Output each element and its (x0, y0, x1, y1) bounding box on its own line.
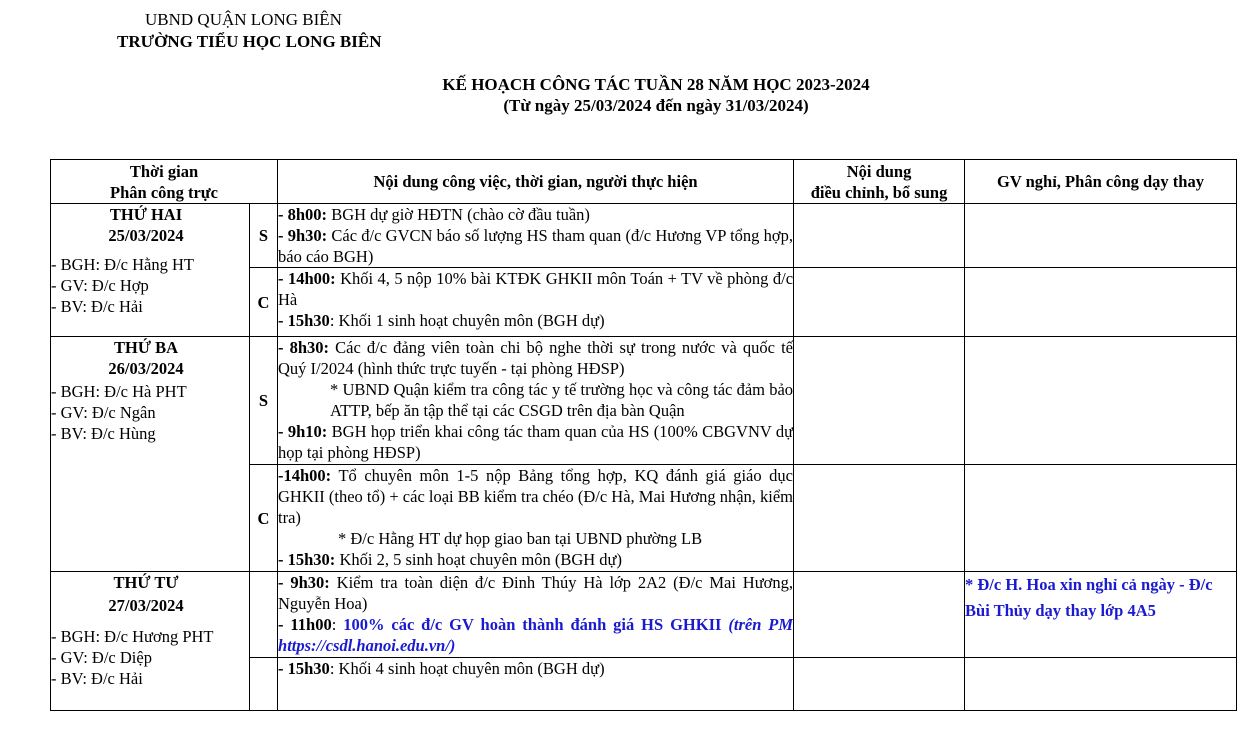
session-label-morning: S (250, 337, 278, 465)
plan-title: KẾ HOẠCH CÔNG TÁC TUẦN 28 NĂM HỌC 2023-2024 (442, 75, 870, 94)
table-header-row (51, 160, 1237, 204)
adjust-cell (794, 337, 965, 465)
school-name: TRƯỜNG TIỂU HỌC LONG BIÊN (117, 32, 382, 51)
session-label-afternoon: C (250, 465, 278, 572)
content-column-header: Nội dung công việc, thời gian, người thực hiện (278, 160, 794, 204)
day-cell-wednesday: THỨ TƯ 27/03/2024 - BGH: Đ/c Hương PHT - GV: Đ/c Diệp - BV: Đ/c Hải (51, 572, 250, 711)
substitute-note-cell: * Đ/c H. Hoa xin nghỉ cả ngày - Đ/c Bùi Thủy dạy thay lớp 4A5 (965, 572, 1237, 658)
session-label-afternoon: C (250, 268, 278, 337)
session-label-empty (250, 572, 278, 658)
adjust-column-header: Nội dung điều chỉnh, bổ sung (794, 160, 965, 204)
plan-date-range: (Từ ngày 25/03/2024 đến ngày 31/03/2024) (503, 96, 809, 115)
substitute-cell (965, 268, 1237, 337)
day-cell-monday: THỨ HAI 25/03/2024 - BGH: Đ/c Hằng HT - GV: Đ/c Hợp - BV: Đ/c Hải (51, 204, 250, 337)
substitute-cell (965, 465, 1237, 572)
content-cell: - 8h00: BGH dự giờ HĐTN (chào cờ đầu tuần) - 9h30: Các đ/c GVCN báo số lượng HS tham quan (đ/c Hương VP tổng hợp, báo cáo BGH) (278, 205, 794, 266)
time-column-header: Thời gian Phân công trực (51, 160, 278, 204)
content-cell: - 9h30: Kiểm tra toàn diện đ/c Đinh Thúy Hà lớp 2A2 (Đ/c Mai Hương, Nguyễn Hoa) - 11h00: 100% các đ/c GV hoàn thành đánh giá HS GHKII (trên PM https://csdl.hanoi.edu.vn/) (278, 572, 794, 658)
weekly-plan-table (50, 159, 1237, 711)
table-row (51, 204, 1237, 268)
substitute-column-header: GV nghỉ, Phân công dạy thay (965, 160, 1237, 204)
adjust-cell (794, 204, 965, 268)
substitute-cell (965, 658, 1237, 711)
adjust-cell (794, 268, 965, 337)
day-cell-tuesday: THỨ BA 26/03/2024 - BGH: Đ/c Hà PHT - GV: Đ/c Ngân - BV: Đ/c Hùng (51, 337, 250, 572)
adjust-cell (794, 658, 965, 711)
session-label-morning: S (250, 204, 278, 268)
content-cell: - 15h30: Khối 4 sinh hoạt chuyên môn (BGH dự) (278, 658, 794, 711)
table-row (51, 337, 1237, 465)
substitute-cell (965, 204, 1237, 268)
substitute-cell (965, 337, 1237, 465)
adjust-cell (794, 465, 965, 572)
adjust-cell (794, 572, 965, 658)
table-row (51, 572, 1237, 658)
content-cell: - 8h30: Các đ/c đảng viên toàn chi bộ nghe thời sự trong nước và quốc tế Quý I/2024 (hình thức trực tuyến - tại phòng HĐSP) * UBND Quận kiểm tra công tác y tế trường học và công tác đảm bảo ATTP, bếp ăn tập thể tại các CSGD trên địa bàn Quận - 9h10: BGH họp triển khai công tác tham quan của HS (100% CBGVNV dự họp tại phòng HĐSP) (278, 337, 794, 465)
content-cell: -14h00: Tổ chuyên môn 1-5 nộp Bảng tổng hợp, KQ đánh giá giáo dục GHKII (theo tổ) + các loại BB kiểm tra chéo (Đ/c Hà, Mai Hương nhận, kiểm tra) * Đ/c Hằng HT dự họp giao ban tại UBND phường LB - 15h30: Khối 2, 5 sinh hoạt chuyên môn (BGH dự) (278, 465, 794, 572)
district-name: UBND QUẬN LONG BIÊN (145, 10, 342, 29)
session-label-empty (250, 658, 278, 711)
content-cell: - 14h00: Khối 4, 5 nộp 10% bài KTĐK GHKII môn Toán + TV về phòng đ/c Hà - 15h30: Khối 1 sinh hoạt chuyên môn (BGH dự) (278, 268, 794, 337)
